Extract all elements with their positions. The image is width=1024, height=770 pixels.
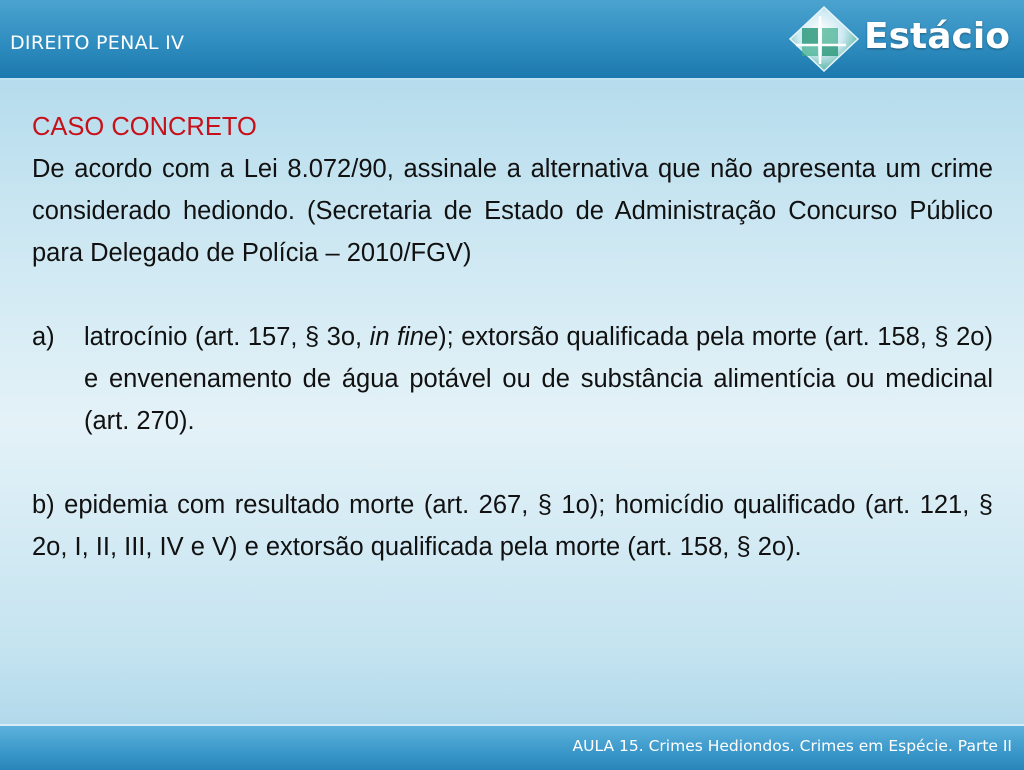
footer-bar	[0, 724, 1024, 770]
option-a	[32, 316, 993, 442]
option-b: b) epidemia com resultado morte (art. 267, § 1o); homicídio qualificado (art. 121, § 2o, I, II, III, IV e V) e extorsão qualificada pela morte (art. 158, § 2o).	[32, 491, 993, 561]
spacer	[32, 274, 993, 316]
course-title: DIREITO PENAL IV	[10, 32, 185, 54]
option-a-marker: a)	[32, 323, 55, 351]
header-bar	[0, 0, 1024, 80]
option-a-text-start: latrocínio (art. 157, § 3o,	[84, 323, 370, 351]
option-a-italic: in fine	[369, 323, 439, 351]
logo-wordmark: Estácio	[864, 16, 1010, 57]
estacio-logo	[786, 4, 1018, 74]
slide-content	[32, 106, 993, 568]
question-text: De acordo com a Lei 8.072/90, assinale a alternativa que não apresenta um crime considerado hediondo. (Secretaria de Estado de Administração Concurso Público para Delegado de Polícia – 2010/FGV)	[32, 155, 993, 267]
option-a-text	[84, 316, 993, 442]
spacer	[32, 442, 993, 484]
section-heading: CASO CONCRETO	[32, 113, 257, 141]
logo-globe-icon	[786, 4, 862, 74]
footer-lesson-title: AULA 15. Crimes Hediondos. Crimes em Espécie. Parte II	[572, 737, 1012, 755]
option-a-text-end: ); extorsão qualificada pela morte (art. 158, § 2o) e envenenamento de água potável ou de substância alimentícia ou medicinal (art. 270).	[84, 323, 993, 435]
